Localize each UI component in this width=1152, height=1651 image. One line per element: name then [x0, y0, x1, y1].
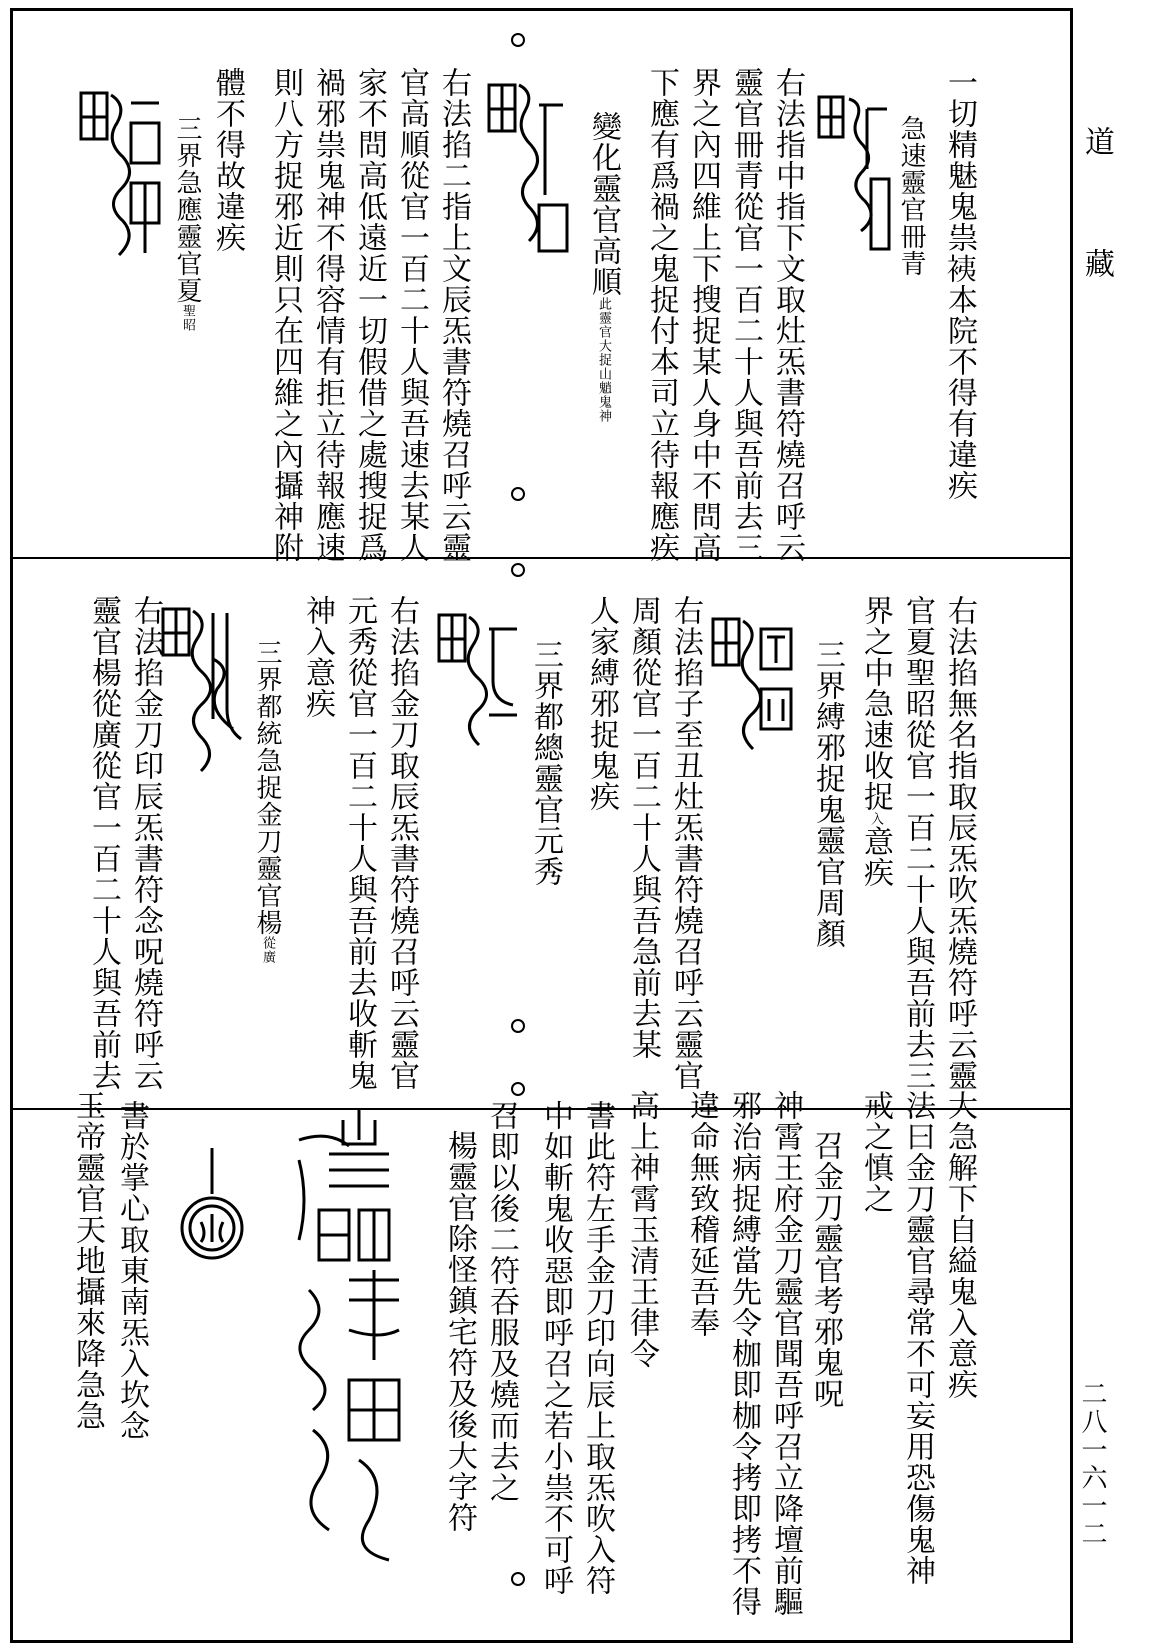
text-column: 神入意疾: [300, 595, 335, 719]
text-column: 召金刀靈官考邪鬼呪: [808, 1130, 843, 1409]
panel-bottom: [13, 1090, 1070, 1640]
text-column: 大急解下自縊鬼入意疾: [942, 1090, 977, 1400]
text-column: 書於掌心取東南炁入坎念: [114, 1100, 149, 1441]
text-column: 右法掐二指上文辰炁書符燒召呼云靈: [436, 67, 471, 563]
text-column: 中如斬鬼收惡即呼召之若小祟不可呼: [538, 1100, 573, 1596]
book-title-top: 道: [1079, 126, 1114, 158]
text-column: 界之內四維上下搜捉某人身中不問高: [686, 67, 721, 563]
text-line: 意疾: [858, 826, 893, 888]
text-column: 則八方捉邪近則只在四維之內攝神附: [268, 67, 303, 563]
page-frame: [10, 8, 1073, 1643]
text-column: 靈官冊青從官一百二十人與吾前去三: [728, 67, 763, 563]
text-column: [249, 639, 285, 964]
talisman-glyph: [157, 599, 247, 799]
text-column: 家不問高低遠近一切假借之處搜捉爲: [352, 67, 387, 563]
text-column: 周顏從官一百二十人與吾急前去某: [626, 595, 661, 1060]
annotation-note: 此靈官大捉山魈鬼神: [596, 297, 611, 423]
circle-seal-glyph: [177, 1144, 247, 1284]
page-number: 二八一六一二: [1077, 1380, 1107, 1548]
large-talisman-glyph: [289, 1100, 419, 1570]
text-column: 禍邪祟鬼神不得容情有拒立待報應速: [310, 67, 345, 563]
binding-hole: [511, 487, 525, 501]
talisman-glyph: [813, 89, 893, 279]
binding-hole: [511, 1082, 525, 1096]
text-column: 楊靈官除怪鎮宅符及後大字符: [442, 1130, 477, 1533]
talisman-glyph: [75, 83, 165, 283]
annotation-note: 聖昭: [180, 304, 195, 332]
text-column: 體不得故違疾: [210, 67, 245, 253]
text-column: 元秀從官一百二十人與吾前去收斬鬼: [342, 595, 377, 1091]
panel-top: [13, 11, 1070, 563]
text-column: 邪治病捉縛當先令枷即枷令拷即拷不得: [726, 1090, 761, 1617]
binding-hole: [511, 33, 525, 47]
text-line: 變化靈官高順: [586, 111, 621, 297]
text-column: [857, 595, 893, 888]
text-column: 書此符左手金刀印向辰上取炁吹入符: [580, 1100, 615, 1596]
text-column: 人家縛邪捉鬼疾: [584, 595, 619, 812]
annotation-note: 入: [868, 812, 883, 826]
text-column: 一切精魅鬼祟𧙣本院不得有違疾: [942, 67, 977, 501]
panel-middle: [13, 559, 1070, 1110]
text-column: 違命無致稽延吾奉: [684, 1090, 719, 1338]
text-column: 官高順從官一百二十人與吾速去某人: [394, 67, 429, 563]
text-column: 急速靈官冊青: [896, 115, 926, 277]
text-column: 神霄王府金刀靈官聞吾呼召立降壇前驅: [768, 1090, 803, 1617]
talisman-glyph: [433, 605, 523, 795]
book-title-bottom: 藏: [1079, 248, 1114, 280]
text-column: 右法掐金刀取辰炁書符燒召呼云靈官: [384, 595, 419, 1091]
text-column: 靈官楊從廣從官一百二十人與吾前去: [86, 595, 121, 1091]
binding-hole: [511, 1572, 525, 1586]
text-column: [169, 115, 205, 332]
text-column: 右法指中指下文取灶炁書符燒召呼云: [770, 67, 805, 563]
text-column: 右法掐無名指取辰炁吹炁燒符呼云靈: [942, 595, 977, 1091]
text-column: 三界縛邪捉鬼靈官周顏: [810, 639, 845, 949]
text-line: 三界都統急捉金刀靈官楊: [252, 639, 282, 936]
text-line: 三界急應靈官夏: [172, 115, 202, 304]
text-column: 戒之慎之: [858, 1090, 893, 1214]
binding-hole: [511, 563, 525, 577]
text-column: 法曰金刀靈官尋常不可妄用恐傷鬼神: [900, 1090, 935, 1586]
text-column: 玉帝靈官天地攝來降急急: [70, 1090, 105, 1431]
text-column: 官夏聖昭從官一百二十人與吾前去三: [900, 595, 935, 1091]
talisman-glyph: [483, 75, 573, 275]
binding-hole: [511, 1019, 525, 1033]
text-line: 界之中急速收捉: [858, 595, 893, 812]
text-column: 高上神霄玉清王律令: [624, 1090, 659, 1369]
annotation-note: 從廣: [260, 936, 275, 964]
talisman-glyph: [707, 609, 797, 799]
text-column: 右法掐子至丑灶炁書符燒召呼云靈官: [668, 595, 703, 1091]
text-column: 三界都總靈官元秀: [528, 639, 563, 887]
text-column: [585, 111, 621, 423]
text-column: 下應有爲禍之鬼捉付本司立待報應疾: [644, 67, 679, 563]
text-column: 召即以後二符吞服及燒而去之: [484, 1100, 519, 1503]
text-column: 右法掐金刀印辰炁書符念呪燒符呼云: [128, 595, 163, 1091]
